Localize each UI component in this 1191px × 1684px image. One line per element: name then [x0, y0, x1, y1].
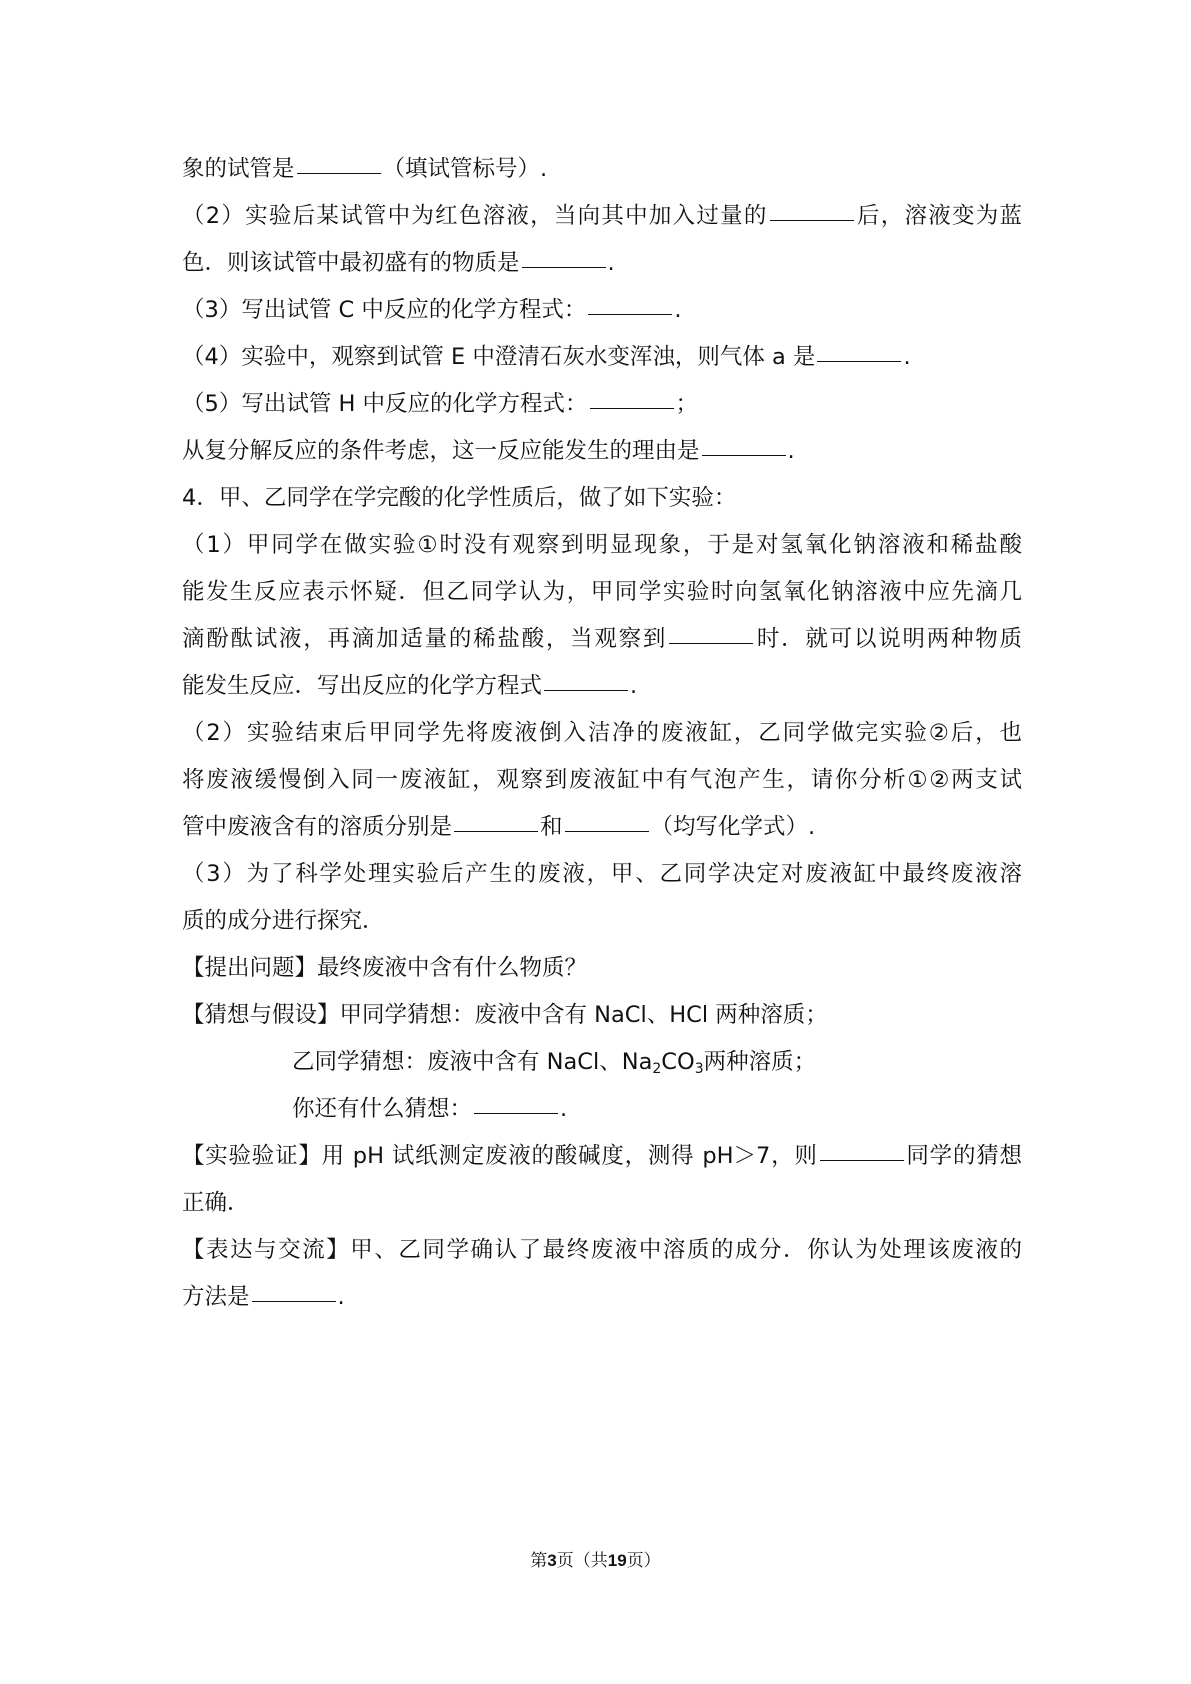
answer-blank: [817, 360, 901, 362]
text-line: [182, 945, 1022, 992]
text-segment: 色．则该试管中最初盛有的物质是: [182, 250, 520, 276]
footer-text: 页）: [626, 1551, 661, 1571]
text-segment: （3）写出试管 C 中反应的化学方程式：: [182, 297, 587, 323]
answer-blank: [565, 830, 649, 832]
text-segment: （1）甲同学在做实验①时没有观察到明显现象，于是对氢氧化钠溶液和稀盐酸: [182, 532, 1022, 558]
answer-blank: [252, 1300, 336, 1302]
text-segment: .: [630, 673, 638, 699]
text-segment: 将废液缓慢倒入同一废液缸，观察到废液缸中有气泡产生，请你分析①②两支试: [182, 767, 1022, 793]
answer-blank: [702, 454, 786, 456]
text-segment: 乙同学猜想：废液中含有 NaCl、Na: [292, 1049, 653, 1075]
question-4-heading: [182, 475, 1022, 522]
text-segment: （5）写出试管 H 中反应的化学方程式：: [182, 391, 588, 417]
text-segment: 【表达与交流】甲、乙同学确认了最终废液中溶质的成分．你认为处理该废液的: [182, 1237, 1022, 1263]
text-segment: 时．就可以说明两种物质: [755, 626, 1022, 652]
text-line: [182, 193, 1022, 240]
text-line: [182, 569, 1022, 616]
text-segment: 【提出问题】最终废液中含有什么物质？: [182, 955, 588, 981]
text-segment: CO: [661, 1049, 695, 1075]
page-footer: [0, 1546, 1191, 1571]
text-line: [182, 522, 1022, 569]
text-segment: 从复分解反应的条件考虑，这一反应能发生的理由是: [182, 438, 700, 464]
text-segment: .: [560, 1096, 568, 1122]
text-segment: （均写化学式）.: [650, 814, 816, 840]
text-line: [182, 992, 1022, 1039]
text-line: [182, 898, 1022, 945]
answer-blank: [669, 642, 753, 644]
text-line: [182, 428, 1022, 475]
text-line: [182, 757, 1022, 804]
text-line: [182, 1039, 1022, 1086]
text-segment: .: [337, 1284, 345, 1310]
text-segment: 和: [540, 814, 563, 840]
text-line: [182, 851, 1022, 898]
text-segment: 同学的猜想: [905, 1143, 1022, 1169]
text-segment: 【猜想与假设】甲同学猜想：废液中含有 NaCl、HCl 两种溶质；: [182, 1002, 828, 1028]
page-number: 3: [547, 1551, 557, 1570]
text-segment: 方法是: [182, 1284, 250, 1310]
text-line: [182, 1180, 1022, 1227]
text-segment: 你还有什么猜想：: [292, 1096, 473, 1122]
text-line: [182, 616, 1022, 663]
page-body: [182, 146, 1022, 1321]
text-segment: 能发生反应表示怀疑．但乙同学认为，甲同学实验时向氢氧化钠溶液中应先滴几: [182, 579, 1022, 605]
text-segment: （3）为了科学处理实验后产生的废液，甲、乙同学决定对废液缸中最终废液溶: [182, 861, 1022, 887]
answer-blank: [454, 830, 538, 832]
text-segment: .: [674, 297, 682, 323]
text-line: [182, 1274, 1022, 1321]
subscript: 3: [694, 1061, 704, 1077]
answer-blank: [590, 407, 674, 409]
text-segment: 正确．: [182, 1190, 250, 1216]
answer-blank: [588, 313, 672, 315]
text-segment: 4．甲、乙同学在学完酸的化学性质后，做了如下实验：: [182, 485, 737, 511]
text-segment: 质的成分进行探究．: [182, 908, 385, 934]
text-line: [182, 287, 1022, 334]
answer-blank: [770, 219, 854, 221]
text-segment: 滴酚酞试液，再滴加适量的稀盐酸，当观察到: [182, 626, 668, 652]
text-line: [182, 334, 1022, 381]
text-segment: （4）实验中，观察到试管 E 中澄清石灰水变浑浊，则气体 a 是: [182, 344, 816, 370]
text-segment: 两种溶质；: [703, 1049, 817, 1075]
text-segment: ；: [675, 391, 699, 417]
answer-blank: [820, 1159, 904, 1161]
text-line: [182, 381, 1022, 428]
text-segment: （2）实验后某试管中为红色溶液，当向其中加入过量的: [182, 203, 768, 229]
text-line: [182, 146, 1022, 193]
text-segment: .: [903, 344, 911, 370]
subscript: 2: [652, 1061, 662, 1077]
text-line: [182, 710, 1022, 757]
text-line: [182, 1227, 1022, 1274]
text-line: [182, 804, 1022, 851]
text-line: [182, 663, 1022, 710]
text-segment: 能发生反应．写出反应的化学方程式: [182, 673, 543, 699]
answer-blank: [544, 689, 628, 691]
text-segment: .: [787, 438, 795, 464]
text-segment: （填试管标号）.: [382, 156, 548, 182]
footer-text: 第: [530, 1551, 548, 1571]
page-total: 19: [607, 1551, 627, 1570]
answer-blank: [474, 1112, 558, 1114]
text-line: [182, 240, 1022, 287]
text-segment: 管中废液含有的溶质分别是: [182, 814, 453, 840]
answer-blank: [522, 266, 606, 268]
footer-text: 页（共: [556, 1551, 608, 1571]
text-segment: （2）实验结束后甲同学先将废液倒入洁净的废液缸，乙同学做完实验②后，也: [182, 720, 1022, 746]
text-segment: 【实验验证】用 pH 试纸测定废液的酸碱度，测得 pH＞7，则: [182, 1143, 818, 1169]
text-line: [182, 1086, 1022, 1133]
answer-blank: [297, 172, 381, 174]
text-segment: .: [607, 250, 615, 276]
text-segment: 后，溶液变为蓝: [855, 203, 1022, 229]
text-segment: 象的试管是: [182, 156, 295, 182]
text-line: [182, 1133, 1022, 1180]
